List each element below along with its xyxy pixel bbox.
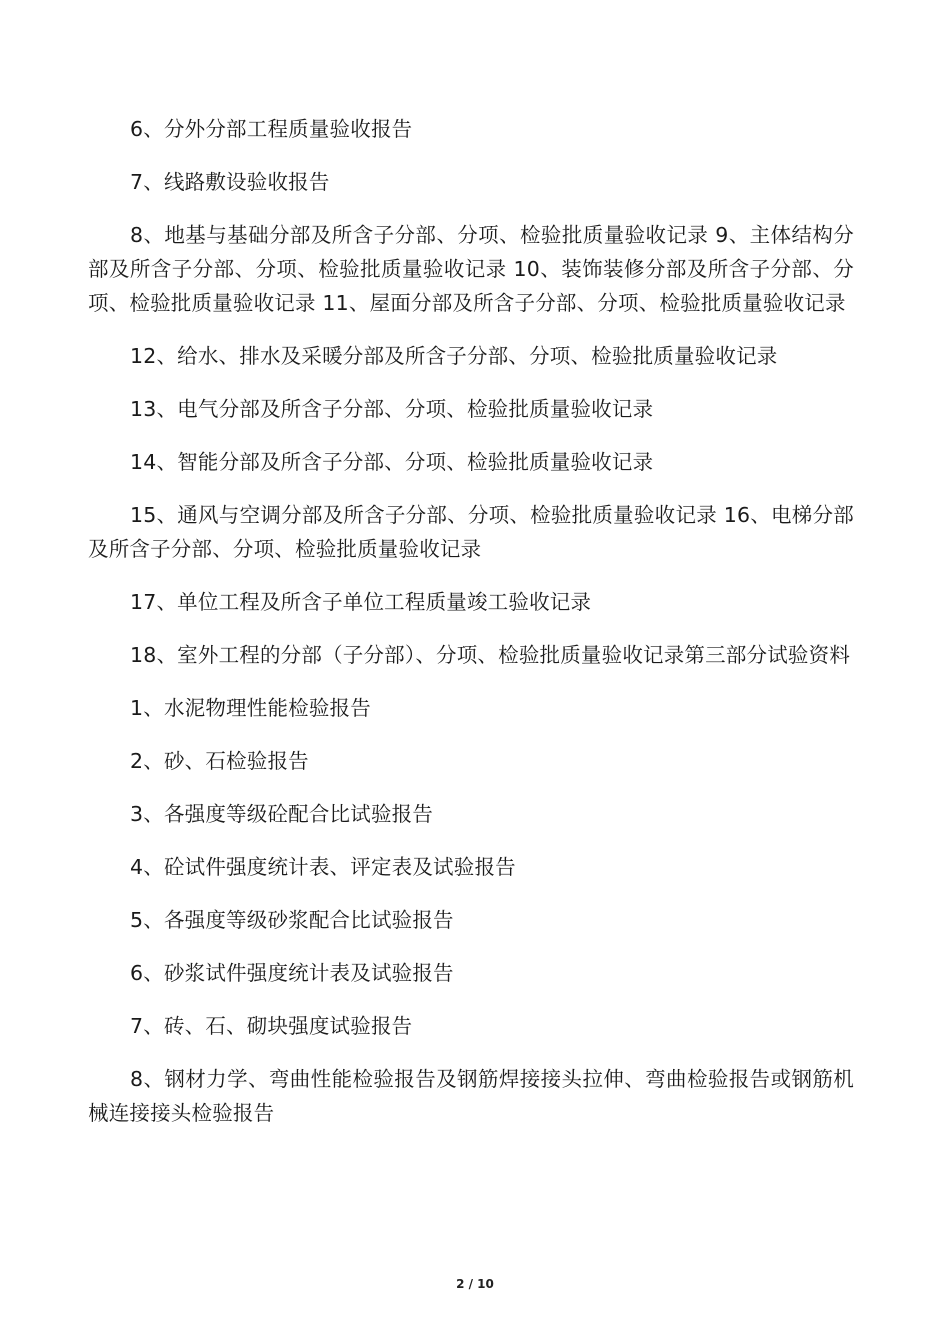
paragraph: 17、单位工程及所含子单位工程质量竣工验收记录 [130,590,592,614]
paragraph: 5、各强度等级砂浆配合比试验报告 [130,908,454,932]
paragraph: 18、室外工程的分部（子分部）、分项、检验批质量验收记录第三部分试验资料 [130,643,851,667]
paragraph: 14、智能分部及所含子分部、分项、检验批质量验收记录 [130,450,654,474]
paragraph: 4、砼试件强度统计表、评定表及试验报告 [130,855,516,879]
paragraph: 6、砂浆试件强度统计表及试验报告 [130,961,454,985]
paragraph: 1、水泥物理性能检验报告 [130,696,371,720]
paragraph: 2、砂、石检验报告 [130,749,309,773]
page-number: 2 / 10 [456,1277,494,1291]
paragraph: 12、给水、排水及采暖分部及所含子分部、分项、检验批质量验收记录 [130,344,778,368]
paragraph: 7、线路敷设验收报告 [130,170,330,194]
paragraph: 8、地基与基础分部及所含子分部、分项、检验批质量验收记录 9、主体结构分部及所含子分部、分项、检验批质量验收记录 10、装饰装修分部及所含子分部、分项、检验批质量验收记录 11、屋面分部及所含子分部、分项、检验批质量验收记录 [88,223,854,315]
paragraph: 3、各强度等级砼配合比试验报告 [130,802,434,826]
paragraph: 13、电气分部及所含子分部、分项、检验批质量验收记录 [130,397,654,421]
paragraph: 7、砖、石、砌块强度试验报告 [130,1014,413,1038]
document-body [88,112,854,1149]
paragraph: 8、钢材力学、弯曲性能检验报告及钢筋焊接接头拉伸、弯曲检验报告或钢筋机械连接接头检验报告 [88,1067,854,1125]
paragraph: 6、分外分部工程质量验收报告 [130,117,413,141]
paragraph: 15、通风与空调分部及所含子分部、分项、检验批质量验收记录 16、电梯分部及所含子分部、分项、检验批质量验收记录 [88,503,854,561]
